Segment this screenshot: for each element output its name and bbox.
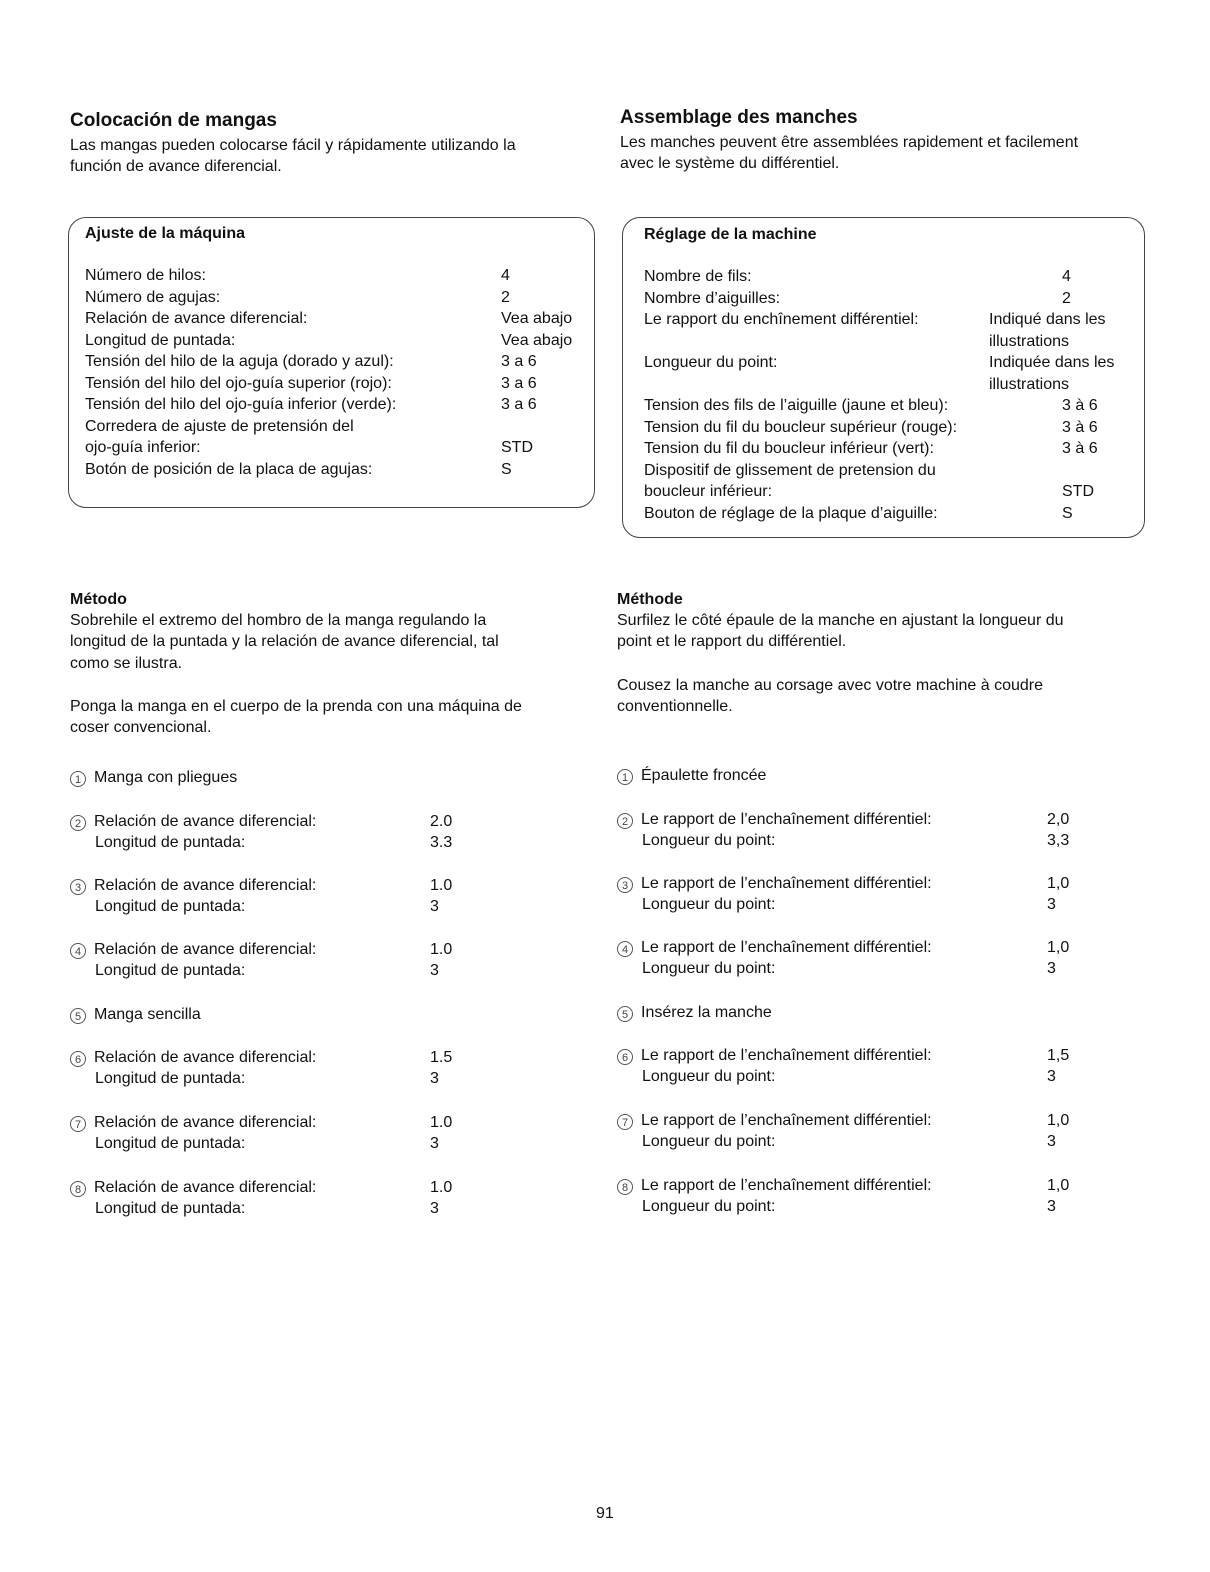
settings-value: 2 [501, 289, 510, 306]
step-label-2: Longitud de puntada: [95, 962, 246, 979]
settings-value: 3 à 6 [1062, 419, 1098, 436]
settings-value: 3 a 6 [501, 375, 537, 392]
step-value-2: 3 [430, 1070, 439, 1087]
step-item [617, 1045, 1097, 1089]
step-label: Relación de avance diferencial: [94, 1049, 317, 1066]
settings-value: 4 [501, 267, 510, 284]
settings-value: 4 [1062, 268, 1071, 285]
step-item [70, 875, 490, 919]
step-item [70, 1112, 490, 1156]
circled-number-icon: 4 [70, 943, 86, 959]
circled-number-icon: 1 [70, 771, 86, 787]
step-label-2: Longitud de puntada: [95, 1200, 246, 1217]
step-item [70, 767, 237, 789]
settings-label: Botón de posición de la placa de agujas: [85, 461, 373, 478]
circled-number-icon: 6 [617, 1049, 633, 1065]
settings-label: Bouton de réglage de la plaque d’aiguille: [644, 505, 938, 522]
french-method-text: Cousez la manche au corsage avec votre machine à coudre [617, 677, 1044, 694]
settings-value: S [501, 461, 512, 478]
step-label: Relación de avance diferencial: [94, 941, 317, 958]
step-value-2: 3 [1047, 960, 1056, 977]
step-value-2: 3 [430, 1200, 439, 1217]
settings-label: Corredera de ajuste de pretensión del [85, 418, 354, 435]
spanish-column [0, 0, 605, 1300]
step-value: 1,0 [1047, 939, 1070, 956]
settings-label: Tensión del hilo del ojo-guía superior (rojo): [85, 375, 392, 392]
settings-label: Número de hilos: [85, 267, 206, 284]
step-value-2: 3 [430, 898, 439, 915]
circled-number-icon: 8 [617, 1179, 633, 1195]
step-item [70, 811, 490, 855]
french-intro-line-2: avec le système du différentiel. [620, 155, 840, 172]
settings-label: Longueur du point: [644, 354, 778, 371]
step-label-2: Longitud de puntada: [95, 898, 246, 915]
step-label: Relación de avance diferencial: [94, 877, 317, 894]
step-item [617, 937, 1097, 981]
step-value: 1,0 [1047, 1112, 1070, 1129]
step-label: Épaulette froncée [641, 767, 767, 784]
settings-value: illustrations [989, 376, 1070, 393]
step-label-2: Longueur du point: [642, 832, 776, 849]
circled-number-icon: 5 [70, 1008, 86, 1024]
settings-value: Vea abajo [501, 310, 573, 327]
settings-value: 2 [1062, 290, 1071, 307]
settings-label: boucleur inférieur: [644, 483, 773, 500]
spanish-section-title: Colocación de mangas [70, 110, 277, 131]
french-method-text: conventionnelle. [617, 698, 733, 715]
spanish-method-text: Sobrehile el extremo del hombro de la manga regulando la [70, 612, 487, 629]
step-value-2: 3 [1047, 1068, 1056, 1085]
step-value-2: 3 [1047, 1198, 1056, 1215]
step-value: 1,0 [1047, 875, 1070, 892]
circled-number-icon: 2 [617, 813, 633, 829]
circled-number-icon: 6 [70, 1051, 86, 1067]
circled-number-icon: 8 [70, 1181, 86, 1197]
step-value: 2.0 [430, 813, 453, 830]
step-item [617, 809, 1097, 853]
settings-value: 3 a 6 [501, 396, 537, 413]
settings-label: Tensión del hilo del ojo-guía inferior (verde): [85, 396, 397, 413]
step-value-2: 3 [430, 962, 439, 979]
step-value-2: 3 [430, 1135, 439, 1152]
settings-label: Le rapport du enchînement différentiel: [644, 311, 919, 328]
step-label: Relación de avance diferencial: [94, 813, 317, 830]
settings-label: Longitud de puntada: [85, 332, 236, 349]
step-value-2: 3 [1047, 1133, 1056, 1150]
step-item [617, 765, 766, 787]
step-label: Le rapport de l’enchaînement différentiel: [641, 811, 932, 828]
spanish-intro-line-1: Las mangas pueden colocarse fácil y rápidamente utilizando la [70, 137, 516, 154]
step-label-2: Longueur du point: [642, 896, 776, 913]
settings-value: 3 à 6 [1062, 397, 1098, 414]
spanish-method-text: Ponga la manga en el cuerpo de la prenda con una máquina de [70, 698, 522, 715]
french-method-text: Surfilez le côté épaule de la manche en ajustant la longueur du [617, 612, 1064, 629]
step-item [70, 1004, 201, 1026]
french-method-text: point et le rapport du différentiel. [617, 633, 847, 650]
step-value: 1.5 [430, 1049, 453, 1066]
step-item [70, 1177, 490, 1221]
page-number: 91 [596, 1505, 614, 1522]
settings-label: Número de agujas: [85, 289, 221, 306]
settings-label: Relación de avance diferencial: [85, 310, 308, 327]
step-value-2: 3.3 [430, 834, 453, 851]
settings-value: S [1062, 505, 1073, 522]
settings-label: Nombre d’aiguilles: [644, 290, 781, 307]
step-label: Manga sencilla [94, 1006, 201, 1023]
step-item [617, 873, 1097, 917]
step-label-2: Longitud de puntada: [95, 1070, 246, 1087]
circled-number-icon: 7 [617, 1114, 633, 1130]
spanish-settings-box [68, 217, 595, 508]
french-settings-box [622, 217, 1145, 538]
step-label: Le rapport de l’enchaînement différentiel: [641, 1177, 932, 1194]
step-label: Relación de avance diferencial: [94, 1179, 317, 1196]
circled-number-icon: 2 [70, 815, 86, 831]
settings-label: Dispositif de glissement de pretension du [644, 462, 936, 479]
step-item [617, 1110, 1097, 1154]
spanish-settings-title: Ajuste de la máquina [85, 225, 246, 242]
settings-value: Indiqué dans les [989, 311, 1106, 328]
circled-number-icon: 3 [70, 879, 86, 895]
step-value: 1.0 [430, 941, 453, 958]
settings-value: STD [501, 439, 533, 456]
step-label-2: Longueur du point: [642, 1068, 776, 1085]
circled-number-icon: 7 [70, 1116, 86, 1132]
step-label: Relación de avance diferencial: [94, 1114, 317, 1131]
circled-number-icon: 5 [617, 1006, 633, 1022]
spanish-method-text: longitud de la puntada y la relación de avance diferencial, tal [70, 633, 499, 650]
french-intro-line-1: Les manches peuvent être assemblées rapidement et facilement [620, 134, 1079, 151]
step-value: 1.0 [430, 1114, 453, 1131]
step-label-2: Longueur du point: [642, 960, 776, 977]
settings-value: Indiquée dans les [989, 354, 1115, 371]
settings-value: 3 à 6 [1062, 440, 1098, 457]
step-label: Le rapport de l’enchaînement différentiel: [641, 875, 932, 892]
step-item [617, 1002, 772, 1024]
step-label-2: Longueur du point: [642, 1198, 776, 1215]
french-column [605, 0, 1210, 1300]
french-method-heading: Méthode [617, 591, 683, 608]
step-value: 1.0 [430, 1179, 453, 1196]
settings-label: Tensión del hilo de la aguja (dorado y azul): [85, 353, 394, 370]
step-value: 2,0 [1047, 811, 1070, 828]
french-section-title: Assemblage des manches [620, 107, 858, 128]
step-value: 1.0 [430, 877, 453, 894]
step-label: Le rapport de l’enchaînement différentiel: [641, 939, 932, 956]
step-label: Le rapport de l’enchaînement différentiel: [641, 1112, 932, 1129]
step-label-2: Longitud de puntada: [95, 1135, 246, 1152]
french-settings-title: Réglage de la machine [644, 226, 817, 243]
settings-value: Vea abajo [501, 332, 573, 349]
settings-value: 3 a 6 [501, 353, 537, 370]
step-label: Le rapport de l’enchaînement différentiel: [641, 1047, 932, 1064]
settings-label: Tension des fils de l’aiguille (jaune et bleu): [644, 397, 949, 414]
step-value-2: 3 [1047, 896, 1056, 913]
settings-label: Nombre de fils: [644, 268, 752, 285]
spanish-method-heading: Método [70, 591, 127, 608]
settings-label: ojo-guía inferior: [85, 439, 201, 456]
settings-label: Tension du fil du boucleur supérieur (rouge): [644, 419, 958, 436]
step-value: 1,5 [1047, 1047, 1070, 1064]
step-label: Insérez la manche [641, 1004, 772, 1021]
circled-number-icon: 4 [617, 941, 633, 957]
spanish-method-text: como se ilustra. [70, 655, 183, 672]
step-label: Manga con pliegues [94, 769, 238, 786]
spanish-intro-line-2: función de avance diferencial. [70, 158, 282, 175]
settings-value: STD [1062, 483, 1094, 500]
circled-number-icon: 3 [617, 877, 633, 893]
step-value: 1,0 [1047, 1177, 1070, 1194]
spanish-method-text: coser convencional. [70, 719, 212, 736]
step-item [70, 939, 490, 983]
step-item [617, 1175, 1097, 1219]
settings-value: illustrations [989, 333, 1070, 350]
step-label-2: Longitud de puntada: [95, 834, 246, 851]
step-label-2: Longueur du point: [642, 1133, 776, 1150]
step-item [70, 1047, 490, 1091]
settings-label: Tension du fil du boucleur inférieur (vert): [644, 440, 934, 457]
circled-number-icon: 1 [617, 769, 633, 785]
step-value-2: 3,3 [1047, 832, 1070, 849]
